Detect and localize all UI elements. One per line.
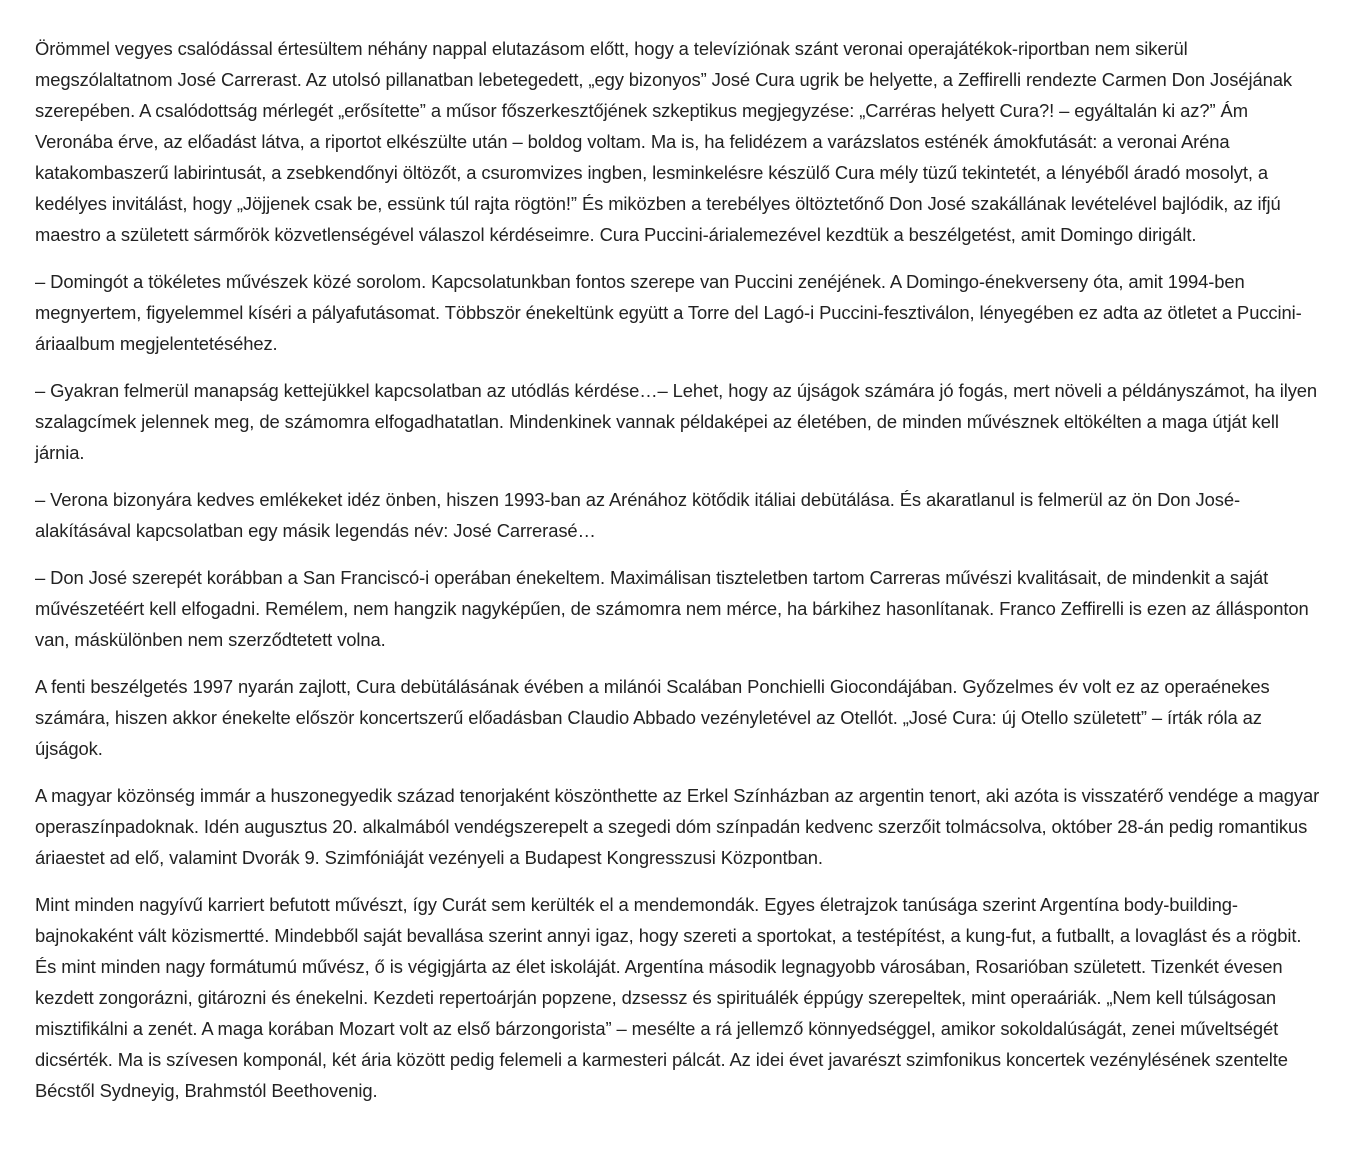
article-paragraph-biography: Mint minden nagyívű karriert befutott művészt, így Curát sem kerülték el a mendemondák. Egyes életrajzok tanúsága szerint Argentína body-building-bajnokaként vált közismertté. Mindebből saját bevallása szerint annyi igaz, hogy szereti a sportokat, a testépítést, a kung-fut, a futballt, a lovaglást és a rögbit. És mint minden nagy formátumú művész, ő is végigjárta az élet iskoláját. Argentína második legnagyobb városában, Rosarióban született. Tizenkét évesen kezdett zongorázni, gitározni és énekelni. Kezdeti repertoárján popzene, dzsessz és spirituálék éppúgy szerepeltek, mint operaáriák. „Nem kell túlságosan misztifikálni a zenét. A maga korában Mozart volt az első bárzongorista” – mesélte a rá jellemző könnyedséggel, amikor sokoldalúságát, zenei műveltségét dicsérték. Ma is szívesen komponál, két ária között pedig felemeli a karmesteri pálcát. Az idei évet javarészt szimfonikus koncertek vezénylésének szentelte Bécstől Sydneyig, Brahmstól Beethovenig. [35, 894, 1302, 1101]
article-paragraph-hungarian-audience: A magyar közönség immár a huszonegyedik század tenorjaként köszönthette az Erkel Színházban az argentin tenort, aki azóta is visszatérő vendége a magyar operaszínpadoknak. Idén augusztus 20. alkalmából vendégszerepelt a szegedi dóm színpadán kedvenc szerzőit tolmácsolva, október 28-án pedig romantikus áriaestet ad elő, valamint Dvorák 9. Szimfóniáját vezényeli a Budapest Kongresszusi Központban. [35, 785, 1320, 868]
article-paragraph-interview-qa-2: – Gyakran felmerül manapság kettejükkel kapcsolatban az utódlás kérdése…– Lehet, hogy az újságok számára jó fogás, mert növeli a példányszámot, ha ilyen szalagcímek jelennek meg, de számomra elfogadhatatlan. Mindenkinek vannak példaképei az életében, de minden művésznek eltökélten a maga útját kell járnia. [35, 380, 1318, 463]
article-body [35, 33, 1325, 1122]
article-paragraph-intro: Örömmel vegyes csalódással értesültem néhány nappal elutazásom előtt, hogy a televíziónak szánt veronai operajátékok-riportban nem sikerül megszólaltatnom José Carrerast. Az utolsó pillanatban lebetegedett, „egy bizonyos” José Cura ugrik be helyette, a Zeffirelli rendezte Carmen Don Joséjának szerepében. A csalódottság mérlegét „erősítette” a műsor főszerkesztőjének szkeptikus megjegyzése: „Carréras helyett Cura?! – egyáltalán ki az?” Ám Veronába érve, az előadást látva, a riportot elkészülte után – boldog voltam. Ma is, ha felidézem a varázslatos esténék ámokfutását: a veronai Aréna katakombaszerű labirintusát, a zsebkendőnyi öltözőt, a csuromvizes ingben, lesminkelésre készülő Cura mély tüzű tekintetét, a lényéből áradó mosolyt, a kedélyes invitálást, hogy „Jöjjenek csak be, essünk túl rajta rögtön!” És miközben a terebélyes öltöztetőnő Don José szakállának levételével bajlódik, az ifjú maestro a született sármőrök közvetlenségével válaszol kérdéseimre. Cura Puccini-árialemezével kezdtük a beszélgetést, amit Domingo dirigált. [35, 38, 1292, 245]
article-paragraph-interview-answer-1: – Domingót a tökéletes művészek közé sorolom. Kapcsolatunkban fontos szerepe van Puccini zenéjének. A Domingo-énekverseny óta, amit 1994-ben megnyertem, figyelemmel kíséri a pályafutásomat. Többször énekeltünk együtt a Torre del Lagó-i Puccini-fesztiválon, lényegében ez adta az ötletet a Puccini-áriaalbum megjelentetéséhez. [35, 271, 1302, 354]
article-paragraph-context-1997: A fenti beszélgetés 1997 nyarán zajlott, Cura debütálásának évében a milánói Scalában Ponchielli Giocondájában. Győzelmes év volt ez az operaénekes számára, hiszen akkor énekelte először koncertszerű előadásban Claudio Abbado vezényletével az Otellót. „José Cura: új Otello született” – írták róla az újságok. [35, 676, 1270, 759]
article-paragraph-interview-question-3: – Verona bizonyára kedves emlékeket idéz önben, hiszen 1993-ban az Arénához kötődik itáliai debütálása. És akaratlanul is felmerül az ön Don José-alakításával kapcsolatban egy másik legendás név: José Carrerasé… [35, 489, 1241, 541]
article-paragraph-interview-answer-3: – Don José szerepét korábban a San Franciscó-i operában énekeltem. Maximálisan tiszteletben tartom Carreras művészi kvalitásait, de mindenkit a saját művészetéért kell elfogadni. Remélem, nem hangzik nagyképűen, de számomra nem mérce, ha bárkihez hasonlítanak. Franco Zeffirelli is ezen az állásponton van, máskülönben nem szerződtetett volna. [35, 567, 1309, 650]
